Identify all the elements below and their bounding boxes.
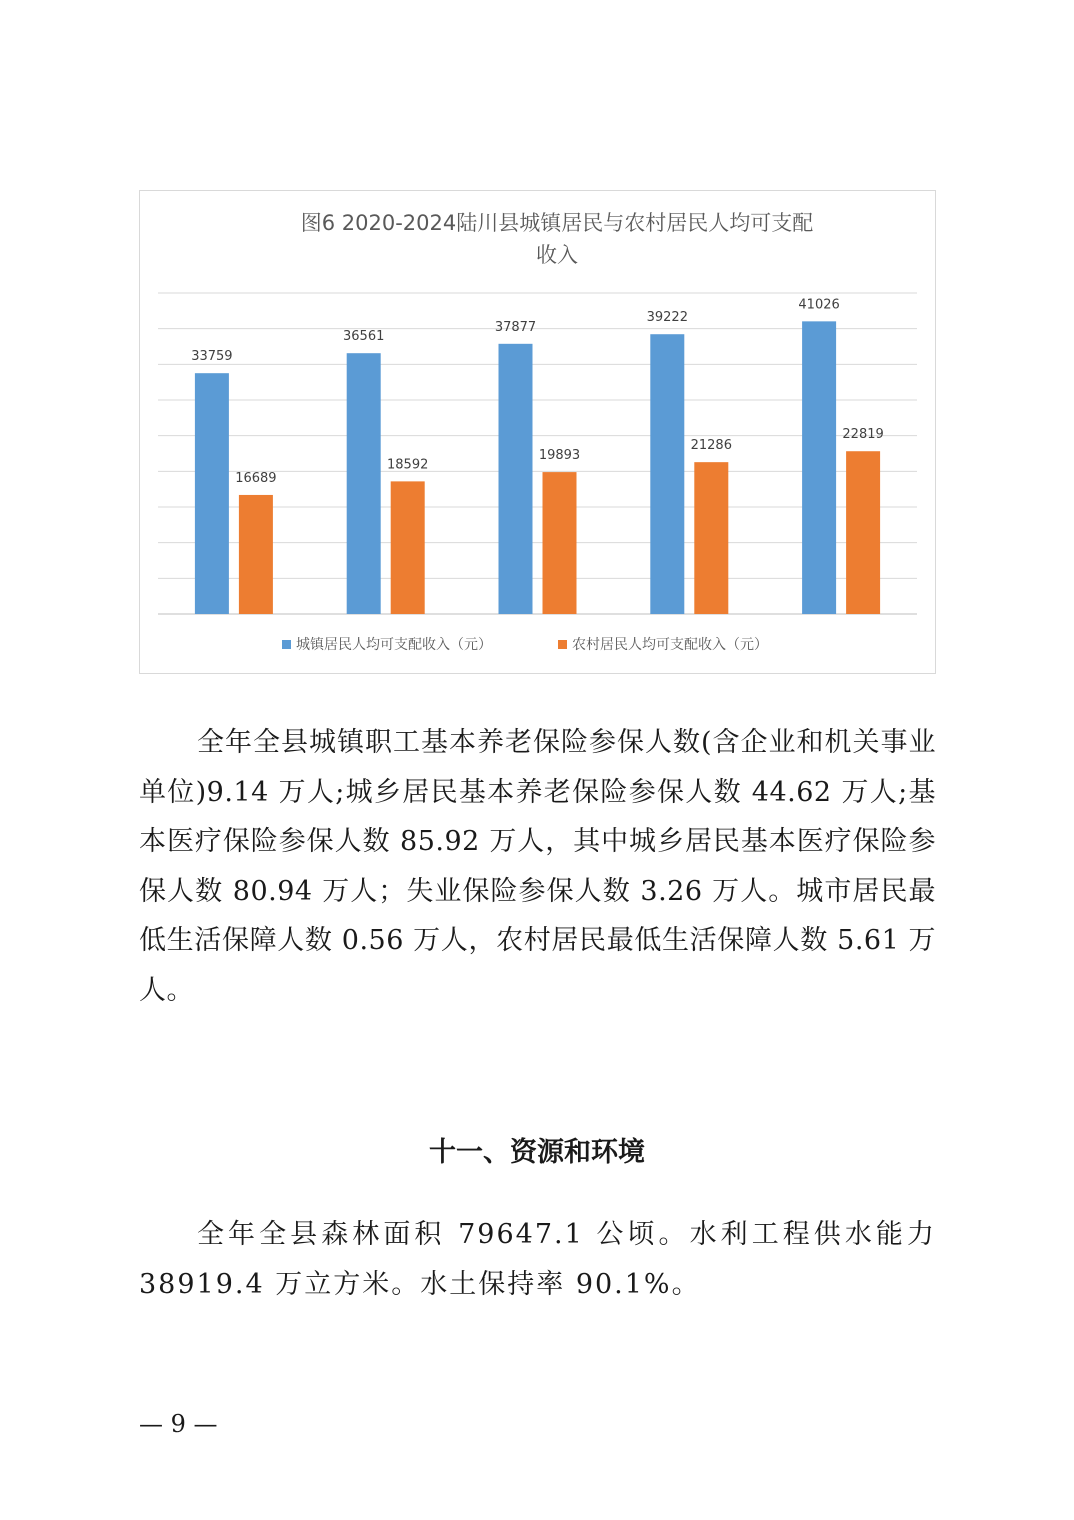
legend-label-urban: 城镇居民人均可支配收入（元） [296, 637, 492, 653]
income-chart-svg [140, 191, 937, 675]
chart-title-line1: 图6 2020-2024陆川县城镇居民与农村居民人均可支配 [300, 211, 814, 235]
social-security-paragraph: 全年全县城镇职工基本养老保险参保人数(含企业和机关事业单位)9.14 万人;城乡居民基本养老保险参保人数 44.62 万人;基本医疗保险参保人数 85.92 万人，其中城乡居民基本医疗保险参保人数 80.94 万人；失业保险参保人数 3.26 万人。城市居民最低生活保障人数 0.56 万人，农村居民最低生活保障人数 5.61 万人。 [139, 727, 936, 1006]
section-heading: 十一、资源和环境 [429, 1137, 645, 1168]
urban-income-label: 36561 [343, 329, 385, 345]
urban-income-bar [347, 353, 381, 614]
rural-income-label: 18592 [387, 457, 429, 473]
rural-income-bar [846, 451, 880, 614]
urban-income-label: 33759 [191, 349, 233, 365]
urban-income-bar [802, 321, 836, 614]
income-chart [139, 190, 936, 674]
rural-income-label: 19893 [538, 448, 581, 464]
urban-income-bar [195, 373, 229, 614]
rural-income-bar [694, 462, 728, 614]
urban-income-bar [499, 344, 533, 614]
rural-income-bar [391, 481, 425, 614]
page-number: — 9 — [139, 1410, 218, 1438]
rural-income-label: 22819 [842, 427, 884, 443]
legend-swatch-urban [282, 640, 291, 649]
urban-income-label: 41026 [798, 297, 840, 313]
rural-income-label: 16689 [235, 470, 277, 486]
legend-label-rural: 农村居民人均可支配收入（元） [572, 637, 768, 653]
urban-income-bar [650, 334, 684, 614]
urban-income-label: 39222 [646, 310, 688, 326]
legend-swatch-rural [558, 640, 567, 649]
urban-income-label: 37877 [494, 319, 537, 335]
resources-paragraph: 全年全县森林面积 79647.1 公顷。水利工程供水能力 38919.4 万立方米。水土保持率 90.1%。 [139, 1219, 936, 1300]
rural-income-bar [543, 472, 577, 614]
chart-title-line2: 收入 [536, 243, 578, 267]
rural-income-bar [239, 495, 273, 614]
rural-income-label: 21286 [690, 438, 732, 454]
